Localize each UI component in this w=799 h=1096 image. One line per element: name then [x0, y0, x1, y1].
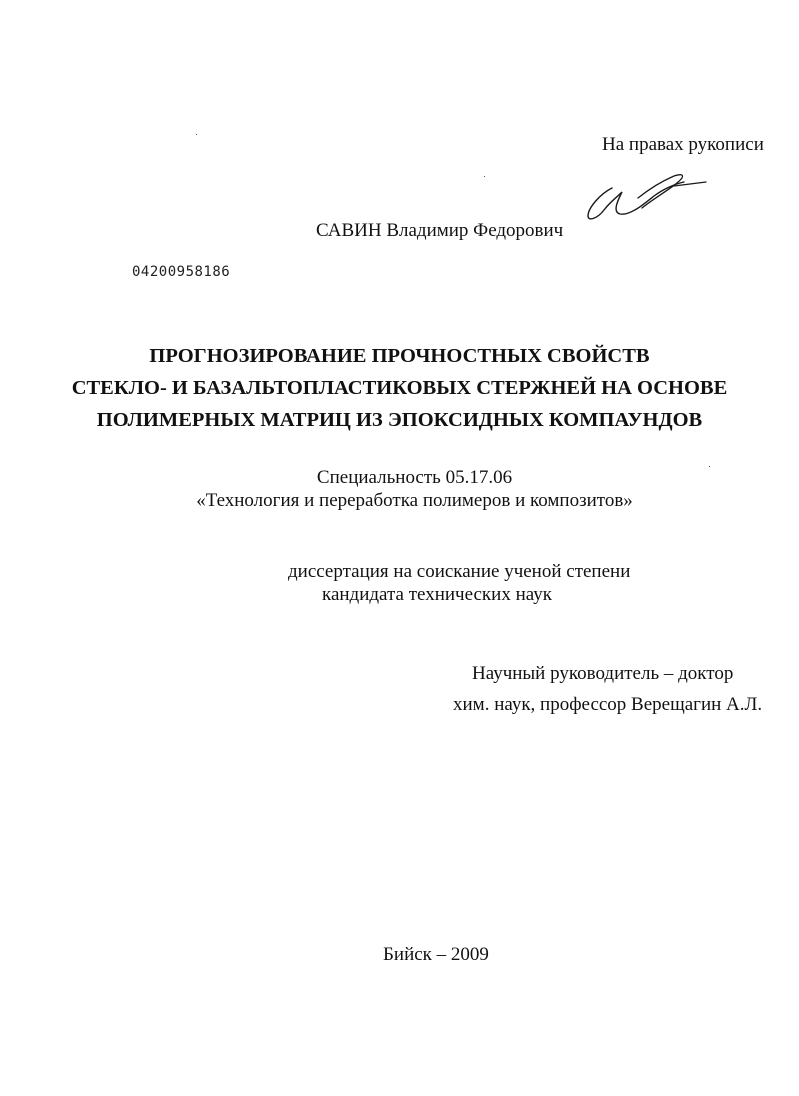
city-year: Бийск – 2009 — [383, 944, 489, 965]
library-stamp-number: 04200958186 — [132, 264, 231, 280]
specialty-name: «Технология и переработка полимеров и композитов» — [196, 490, 633, 511]
scan-speck — [709, 466, 710, 467]
dissertation-title — [0, 340, 799, 436]
supervisor-line-1: Научный руководитель – доктор — [472, 663, 734, 684]
author-name: САВИН Владимир Федорович — [316, 220, 564, 241]
degree-line-1: диссертация на соискание ученой степени — [288, 561, 631, 582]
title-line: ПРОГНОЗИРОВАНИЕ ПРОЧНОСТНЫХ СВОЙСТВ — [149, 345, 650, 367]
manuscript-note: На правах рукописи — [602, 134, 764, 155]
supervisor-line-2: хим. наук, профессор Верещагин А.Л. — [453, 694, 763, 715]
specialty-block — [0, 466, 799, 512]
specialty-code: Специальность 05.17.06 — [316, 467, 513, 488]
scan-speck — [484, 176, 485, 177]
title-line: ПОЛИМЕРНЫХ МАТРИЦ ИЗ ЭПОКСИДНЫХ КОМПАУНДОВ — [96, 409, 703, 431]
title-line: СТЕКЛО- И БАЗАЛЬТОПЛАСТИКОВЫХ СТЕРЖНЕЙ НА ОСНОВЕ — [71, 377, 728, 399]
signature-icon — [582, 168, 712, 228]
scan-speck — [196, 134, 197, 135]
degree-line-2: кандидата технических наук — [322, 584, 552, 605]
